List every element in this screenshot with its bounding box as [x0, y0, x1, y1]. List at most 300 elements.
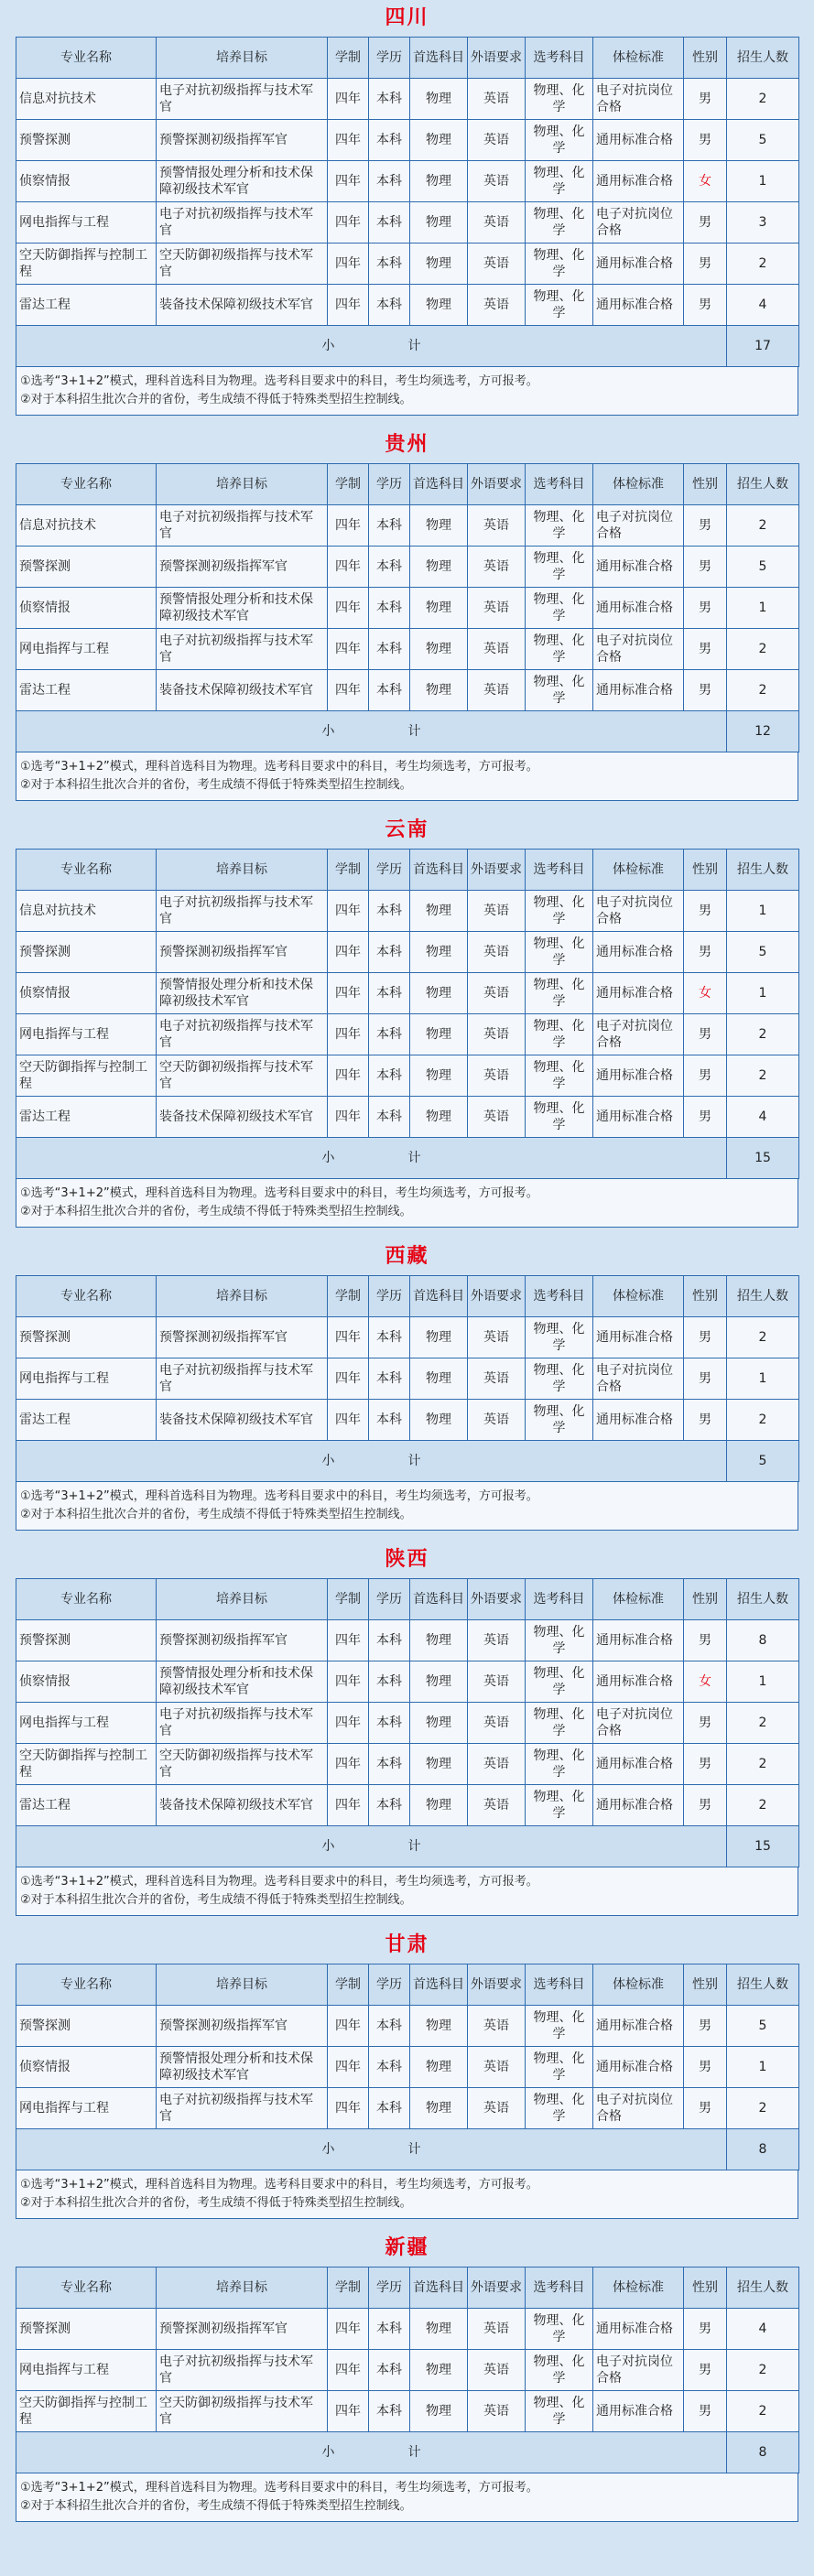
table-cell: 装备技术保障初级技术军官 [157, 1400, 328, 1441]
subtotal-label-total: 计 [407, 2142, 421, 2157]
table-cell: 1 [727, 161, 799, 202]
column-header: 首选科目 [410, 38, 468, 79]
table-cell: 物理 [410, 1014, 468, 1055]
table-cell: 预警情报处理分析和技术保障初级技术军官 [157, 2047, 328, 2088]
column-header: 性别 [684, 1964, 727, 2006]
column-header: 专业名称 [16, 1579, 157, 1620]
table-cell: 空天防御初级指挥与技术军官 [157, 1744, 328, 1785]
table-cell: 英语 [468, 973, 526, 1014]
table-cell: 1 [727, 588, 799, 629]
subtotal-label-small: 小 [321, 2142, 335, 2157]
table-cell: 物理、化学 [526, 1317, 593, 1358]
subtotal-value: 17 [727, 326, 799, 367]
table-cell: 物理、化学 [526, 1400, 593, 1441]
table-cell: 英语 [468, 588, 526, 629]
table-cell: 通用标准合格 [593, 244, 684, 285]
notes-box [16, 752, 798, 801]
table-cell: 英语 [468, 2391, 526, 2432]
table-cell: 预警探测初级指挥军官 [157, 2006, 328, 2047]
province-title: 陕西 [385, 1548, 429, 1571]
table-cell: 通用标准合格 [593, 161, 684, 202]
subtotal-row [16, 2432, 799, 2473]
table-cell: 英语 [468, 2350, 526, 2391]
column-header: 体检标准 [593, 464, 684, 505]
table-cell: 英语 [468, 547, 526, 588]
table-cell: 本科 [369, 1661, 410, 1703]
table-cell: 雷达工程 [16, 1785, 157, 1826]
table-cell: 四年 [328, 588, 369, 629]
table-cell: 电子对抗岗位合格 [593, 891, 684, 932]
table-cell: 物理 [410, 2391, 468, 2432]
column-header: 性别 [684, 2268, 727, 2309]
table-cell: 预警探测 [16, 120, 157, 161]
table-cell: 预警情报处理分析和技术保障初级技术军官 [157, 588, 328, 629]
table-cell: 物理、化学 [526, 202, 593, 244]
table-cell: 本科 [369, 1620, 410, 1661]
table-cell: 本科 [369, 1358, 410, 1400]
table-cell: 英语 [468, 1097, 526, 1138]
province-section [16, 1239, 798, 1531]
table-cell: 英语 [468, 202, 526, 244]
table-cell: 四年 [328, 2309, 369, 2350]
table-cell: 英语 [468, 1055, 526, 1097]
table-cell: 本科 [369, 202, 410, 244]
table-cell: 男 [684, 932, 727, 973]
column-header: 选考科目 [526, 38, 593, 79]
table-cell: 男 [684, 547, 727, 588]
column-header: 性别 [684, 38, 727, 79]
table-cell: 2 [727, 670, 799, 711]
table-cell: 四年 [328, 891, 369, 932]
table-cell: 四年 [328, 973, 369, 1014]
table-cell: 四年 [328, 2350, 369, 2391]
subtotal-value: 15 [727, 1138, 799, 1179]
subtotal-label-total: 计 [407, 339, 421, 353]
table-cell: 物理、化学 [526, 2391, 593, 2432]
note-line: ②对于本科招生批次合并的省份，考生成绩不得低于特殊类型招生控制线。 [20, 2499, 412, 2513]
table-cell: 物理 [410, 1620, 468, 1661]
table-cell: 通用标准合格 [593, 547, 684, 588]
table-cell: 2 [727, 505, 799, 547]
note-line: ①选考“3+1+2”模式，理科首选科目为物理。选考科目要求中的科目，考生均须选考，方可报考。 [20, 1875, 538, 1889]
table-cell: 通用标准合格 [593, 2006, 684, 2047]
table-row [16, 2309, 799, 2350]
table-cell: 本科 [369, 2309, 410, 2350]
table-cell: 男 [684, 2047, 727, 2088]
subtotal-label [16, 2129, 727, 2170]
table-row [16, 932, 799, 973]
table-cell: 四年 [328, 1661, 369, 1703]
table-cell: 四年 [328, 1620, 369, 1661]
notes-box [16, 1179, 798, 1228]
column-header: 招生人数 [727, 1276, 799, 1317]
table-cell: 电子对抗岗位合格 [593, 1358, 684, 1400]
notes-box [16, 2473, 798, 2522]
note-line: ②对于本科招生批次合并的省份，考生成绩不得低于特殊类型招生控制线。 [20, 778, 412, 792]
table-header-row [16, 2268, 799, 2309]
table-cell: 物理、化学 [526, 505, 593, 547]
note-line: ②对于本科招生批次合并的省份，考生成绩不得低于特殊类型招生控制线。 [20, 1508, 412, 1521]
column-header: 招生人数 [727, 464, 799, 505]
column-header: 招生人数 [727, 850, 799, 891]
table-cell: 男 [684, 202, 727, 244]
table-cell: 1 [727, 1358, 799, 1400]
table-cell: 物理、化学 [526, 1014, 593, 1055]
admissions-table [16, 37, 799, 367]
table-row [16, 588, 799, 629]
table-cell: 物理、化学 [526, 1097, 593, 1138]
table-row [16, 1055, 799, 1097]
table-row [16, 1317, 799, 1358]
table-cell: 4 [727, 2309, 799, 2350]
table-cell: 物理 [410, 588, 468, 629]
note-line: ①选考“3+1+2”模式，理科首选科目为物理。选考科目要求中的科目，考生均须选考，方可报考。 [20, 760, 538, 774]
table-cell: 四年 [328, 1097, 369, 1138]
table-cell: 通用标准合格 [593, 2391, 684, 2432]
table-cell: 通用标准合格 [593, 285, 684, 326]
table-cell: 英语 [468, 1400, 526, 1441]
table-cell: 物理、化学 [526, 588, 593, 629]
column-header: 性别 [684, 1579, 727, 1620]
table-cell: 空天防御指挥与控制工程 [16, 1744, 157, 1785]
table-cell: 物理 [410, 1661, 468, 1703]
table-cell: 女 [684, 1661, 727, 1703]
table-row [16, 2047, 799, 2088]
table-cell: 网电指挥与工程 [16, 2088, 157, 2129]
subtotal-label-small: 小 [321, 1454, 335, 1468]
table-cell: 男 [684, 505, 727, 547]
table-cell: 预警探测 [16, 1317, 157, 1358]
table-cell: 四年 [328, 2088, 369, 2129]
table-cell: 物理、化学 [526, 973, 593, 1014]
note-line: ②对于本科招生批次合并的省份，考生成绩不得低于特殊类型招生控制线。 [20, 2196, 412, 2210]
table-cell: 男 [684, 1097, 727, 1138]
table-cell: 本科 [369, 1014, 410, 1055]
province-section [16, 1542, 798, 1916]
column-header: 招生人数 [727, 1579, 799, 1620]
table-cell: 侦察情报 [16, 2047, 157, 2088]
column-header: 学制 [328, 2268, 369, 2309]
table-cell: 本科 [369, 670, 410, 711]
column-header: 培养目标 [157, 1964, 328, 2006]
table-row [16, 2391, 799, 2432]
table-row [16, 1703, 799, 1744]
note-line: ①选考“3+1+2”模式，理科首选科目为物理。选考科目要求中的科目，考生均须选考，方可报考。 [20, 1489, 538, 1503]
column-header: 外语要求 [468, 464, 526, 505]
subtotal-row [16, 326, 799, 367]
table-cell: 网电指挥与工程 [16, 2350, 157, 2391]
table-cell: 本科 [369, 1317, 410, 1358]
table-cell: 本科 [369, 1703, 410, 1744]
column-header: 选考科目 [526, 464, 593, 505]
table-row [16, 161, 799, 202]
table-cell: 物理、化学 [526, 629, 593, 670]
table-cell: 物理 [410, 2309, 468, 2350]
table-cell: 2 [727, 1744, 799, 1785]
table-cell: 本科 [369, 2350, 410, 2391]
table-cell: 5 [727, 120, 799, 161]
table-cell: 通用标准合格 [593, 1785, 684, 1826]
subtotal-label-total: 计 [407, 1839, 421, 1854]
table-cell: 英语 [468, 161, 526, 202]
subtotal-row [16, 1441, 799, 1482]
subtotal-label [16, 326, 727, 367]
table-cell: 雷达工程 [16, 670, 157, 711]
table-cell: 4 [727, 285, 799, 326]
table-cell: 物理、化学 [526, 1620, 593, 1661]
table-cell: 空天防御初级指挥与技术军官 [157, 244, 328, 285]
table-cell: 电子对抗初级指挥与技术军官 [157, 505, 328, 547]
table-cell: 网电指挥与工程 [16, 1703, 157, 1744]
table-cell: 5 [727, 547, 799, 588]
column-header: 首选科目 [410, 1964, 468, 2006]
table-cell: 英语 [468, 2006, 526, 2047]
province-section [16, 2230, 798, 2522]
table-cell: 通用标准合格 [593, 2309, 684, 2350]
table-cell: 物理 [410, 202, 468, 244]
table-cell: 空天防御指挥与控制工程 [16, 1055, 157, 1097]
table-cell: 预警探测 [16, 2309, 157, 2350]
table-header-row [16, 1964, 799, 2006]
table-cell: 物理、化学 [526, 285, 593, 326]
table-cell: 电子对抗初级指挥与技术军官 [157, 629, 328, 670]
table-row [16, 1014, 799, 1055]
table-cell: 男 [684, 2391, 727, 2432]
table-cell: 物理、化学 [526, 2350, 593, 2391]
table-cell: 通用标准合格 [593, 1097, 684, 1138]
table-cell: 四年 [328, 244, 369, 285]
column-header: 学制 [328, 850, 369, 891]
table-cell: 电子对抗岗位合格 [593, 1703, 684, 1744]
table-cell: 电子对抗岗位合格 [593, 79, 684, 120]
table-cell: 男 [684, 1785, 727, 1826]
table-cell: 物理、化学 [526, 932, 593, 973]
table-cell: 四年 [328, 505, 369, 547]
table-cell: 物理、化学 [526, 79, 593, 120]
table-cell: 1 [727, 973, 799, 1014]
table-cell: 物理 [410, 244, 468, 285]
admissions-table [16, 1578, 799, 1867]
table-cell: 预警情报处理分析和技术保障初级技术军官 [157, 973, 328, 1014]
table-cell: 预警探测初级指挥军官 [157, 1620, 328, 1661]
table-cell: 2 [727, 1014, 799, 1055]
table-cell: 英语 [468, 1620, 526, 1661]
table-cell: 物理、化学 [526, 2088, 593, 2129]
table-cell: 物理 [410, 1358, 468, 1400]
table-cell: 物理、化学 [526, 1358, 593, 1400]
column-header: 培养目标 [157, 38, 328, 79]
subtotal-label-small: 小 [321, 339, 335, 353]
column-header: 性别 [684, 1276, 727, 1317]
table-cell: 物理、化学 [526, 161, 593, 202]
table-cell: 2 [727, 244, 799, 285]
column-header: 体检标准 [593, 1276, 684, 1317]
column-header: 性别 [684, 850, 727, 891]
table-cell: 预警探测初级指挥军官 [157, 2309, 328, 2350]
table-cell: 侦察情报 [16, 161, 157, 202]
table-cell: 男 [684, 285, 727, 326]
table-cell: 物理、化学 [526, 244, 593, 285]
note-line: ①选考“3+1+2”模式，理科首选科目为物理。选考科目要求中的科目，考生均须选考，方可报考。 [20, 374, 538, 388]
table-cell: 2 [727, 2350, 799, 2391]
table-cell: 物理 [410, 2350, 468, 2391]
table-row [16, 1620, 799, 1661]
table-cell: 1 [727, 891, 799, 932]
column-header: 外语要求 [468, 1964, 526, 2006]
column-header: 专业名称 [16, 1276, 157, 1317]
table-cell: 英语 [468, 2309, 526, 2350]
table-row [16, 1744, 799, 1785]
table-cell: 四年 [328, 1317, 369, 1358]
table-cell: 通用标准合格 [593, 1620, 684, 1661]
table-cell: 空天防御初级指挥与技术军官 [157, 2391, 328, 2432]
table-cell: 本科 [369, 1400, 410, 1441]
table-cell: 物理 [410, 1400, 468, 1441]
province-title: 贵州 [385, 433, 429, 456]
table-cell: 物理 [410, 891, 468, 932]
subtotal-row [16, 1826, 799, 1867]
column-header: 首选科目 [410, 464, 468, 505]
table-cell: 通用标准合格 [593, 2047, 684, 2088]
table-cell: 男 [684, 2088, 727, 2129]
table-cell: 通用标准合格 [593, 932, 684, 973]
table-cell: 本科 [369, 1744, 410, 1785]
table-row [16, 202, 799, 244]
note-line: ①选考“3+1+2”模式，理科首选科目为物理。选考科目要求中的科目，考生均须选考，方可报考。 [20, 1186, 538, 1200]
table-cell: 英语 [468, 120, 526, 161]
table-cell: 预警探测初级指挥军官 [157, 932, 328, 973]
note-line: ②对于本科招生批次合并的省份，考生成绩不得低于特殊类型招生控制线。 [20, 393, 412, 406]
table-cell: 本科 [369, 244, 410, 285]
table-cell: 物理 [410, 1785, 468, 1826]
column-header: 学历 [369, 2268, 410, 2309]
column-header: 专业名称 [16, 38, 157, 79]
table-cell: 电子对抗岗位合格 [593, 505, 684, 547]
table-cell: 电子对抗岗位合格 [593, 202, 684, 244]
table-cell: 四年 [328, 202, 369, 244]
table-cell: 2 [727, 629, 799, 670]
subtotal-label [16, 711, 727, 752]
table-cell: 电子对抗初级指挥与技术军官 [157, 1014, 328, 1055]
province-title: 四川 [385, 6, 429, 29]
column-header: 外语要求 [468, 38, 526, 79]
note-line: ①选考“3+1+2”模式，理科首选科目为物理。选考科目要求中的科目，考生均须选考，方可报考。 [20, 2178, 538, 2192]
table-row [16, 2350, 799, 2391]
column-header: 首选科目 [410, 850, 468, 891]
table-row [16, 79, 799, 120]
column-header: 外语要求 [468, 850, 526, 891]
table-cell: 四年 [328, 1400, 369, 1441]
table-cell: 英语 [468, 891, 526, 932]
table-cell: 英语 [468, 2047, 526, 2088]
table-cell: 预警探测 [16, 2006, 157, 2047]
table-cell: 物理 [410, 670, 468, 711]
subtotal-label-small: 小 [321, 1151, 335, 1165]
table-cell: 2 [727, 2391, 799, 2432]
table-cell: 预警探测 [16, 932, 157, 973]
table-cell: 2 [727, 1785, 799, 1826]
table-cell: 电子对抗岗位合格 [593, 1014, 684, 1055]
table-cell: 四年 [328, 1358, 369, 1400]
subtotal-value: 8 [727, 2129, 799, 2170]
province-section [16, 812, 798, 1228]
column-header: 专业名称 [16, 1964, 157, 2006]
admissions-table [16, 1275, 799, 1482]
table-cell: 物理 [410, 2047, 468, 2088]
table-cell: 本科 [369, 932, 410, 973]
table-cell: 信息对抗技术 [16, 891, 157, 932]
table-cell: 四年 [328, 629, 369, 670]
table-cell: 四年 [328, 2047, 369, 2088]
table-cell: 女 [684, 161, 727, 202]
table-cell: 男 [684, 79, 727, 120]
table-cell: 物理、化学 [526, 547, 593, 588]
table-row [16, 973, 799, 1014]
column-header: 招生人数 [727, 38, 799, 79]
table-cell: 1 [727, 2047, 799, 2088]
subtotal-label-small: 小 [321, 724, 335, 739]
column-header: 学制 [328, 38, 369, 79]
column-header: 学历 [369, 1964, 410, 2006]
table-cell: 本科 [369, 1055, 410, 1097]
table-cell: 男 [684, 1055, 727, 1097]
table-cell: 本科 [369, 1097, 410, 1138]
table-cell: 英语 [468, 244, 526, 285]
table-cell: 装备技术保障初级技术军官 [157, 1785, 328, 1826]
table-cell: 英语 [468, 1744, 526, 1785]
table-cell: 电子对抗初级指挥与技术军官 [157, 2350, 328, 2391]
subtotal-label [16, 1138, 727, 1179]
table-cell: 预警探测初级指挥军官 [157, 1317, 328, 1358]
column-header: 选考科目 [526, 2268, 593, 2309]
province-section [16, 0, 798, 416]
column-header: 培养目标 [157, 464, 328, 505]
column-header: 培养目标 [157, 850, 328, 891]
admissions-table [16, 1964, 799, 2170]
table-cell: 物理 [410, 629, 468, 670]
table-cell: 侦察情报 [16, 1661, 157, 1703]
note-line: ②对于本科招生批次合并的省份，考生成绩不得低于特殊类型招生控制线。 [20, 1205, 412, 1218]
table-cell: 信息对抗技术 [16, 505, 157, 547]
table-cell: 物理、化学 [526, 2047, 593, 2088]
table-header-row [16, 38, 799, 79]
table-cell: 英语 [468, 932, 526, 973]
table-cell: 预警情报处理分析和技术保障初级技术军官 [157, 161, 328, 202]
table-cell: 英语 [468, 1358, 526, 1400]
table-row [16, 1400, 799, 1441]
table-cell: 网电指挥与工程 [16, 1014, 157, 1055]
subtotal-row [16, 1138, 799, 1179]
table-cell: 四年 [328, 2391, 369, 2432]
table-cell: 网电指挥与工程 [16, 202, 157, 244]
table-cell: 男 [684, 2309, 727, 2350]
notes-box [16, 367, 798, 416]
province-title: 西藏 [385, 1245, 429, 1268]
table-cell: 5 [727, 932, 799, 973]
table-cell: 英语 [468, 1703, 526, 1744]
table-cell: 雷达工程 [16, 285, 157, 326]
table-cell: 英语 [468, 285, 526, 326]
table-cell: 本科 [369, 120, 410, 161]
table-cell: 电子对抗初级指挥与技术军官 [157, 1358, 328, 1400]
subtotal-row [16, 711, 799, 752]
table-cell: 预警探测 [16, 1620, 157, 1661]
column-header: 学制 [328, 1579, 369, 1620]
table-cell: 物理、化学 [526, 1703, 593, 1744]
notes-box [16, 1482, 798, 1531]
table-cell: 本科 [369, 588, 410, 629]
table-row [16, 2006, 799, 2047]
